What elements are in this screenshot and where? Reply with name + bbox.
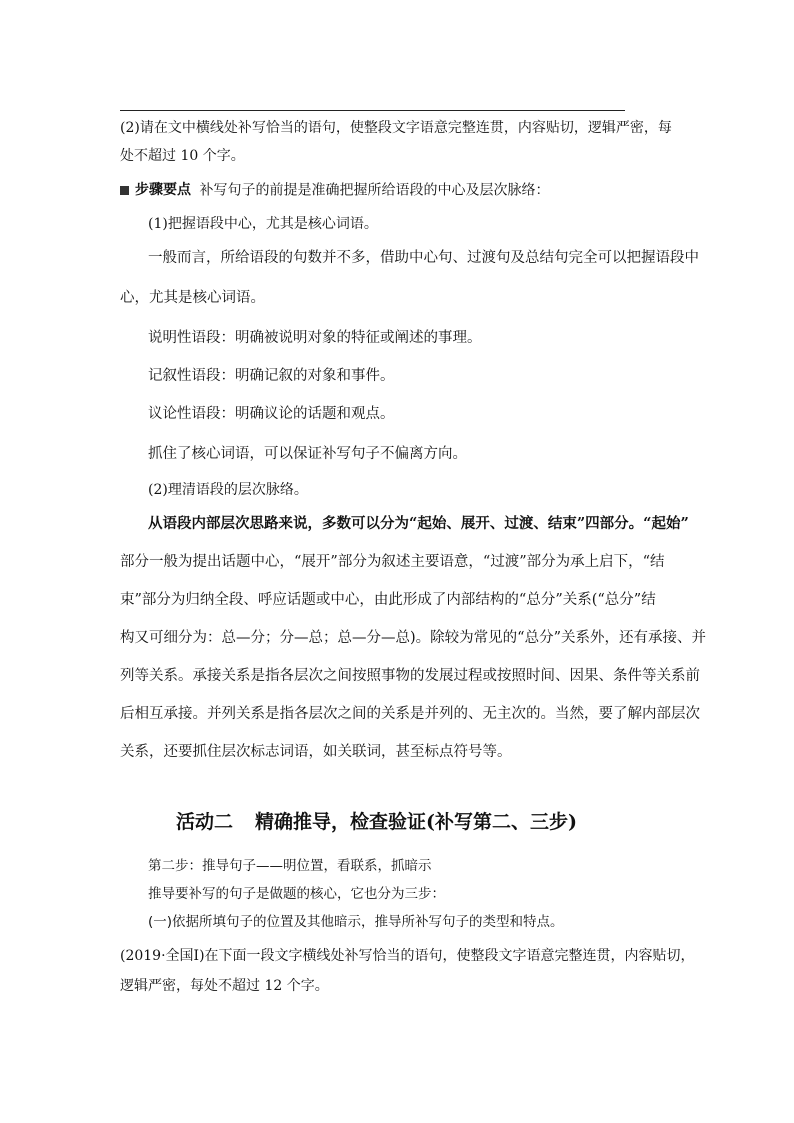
point-2-line-5: 列等关系。承接关系是指各层次之间按照事物的发展过程或按照时间、因果、条件等关系前: [120, 668, 700, 684]
example-line-2: 逻辑严密，每处不超过 12 个字。: [120, 978, 329, 994]
point-2-line-3: 束”部分为归纳全段、呼应话题或中心，由此形成了内部结构的“总分”关系(“总分”结: [120, 592, 656, 608]
top-rule: [120, 110, 625, 111]
point-1-title: (1)把握语段中心，尤其是核心词语。: [148, 216, 378, 232]
steps-tag-label: 步骤要点: [135, 182, 191, 198]
point-2-line-1: 从语段内部层次思路来说，多数可以分为“起始、展开、过渡、结束”四部分。“起始”: [148, 515, 689, 532]
point-2-title: (2)理清语段的层次脉络。: [148, 482, 308, 498]
point-1-para-line-1: 一般而言，所给语段的句数并不多，借助中心句、过渡句及总结句完全可以把握语段中: [148, 250, 699, 266]
activity-2-title: 精确推导，检查验证(补写第二、三步): [255, 811, 577, 833]
question-2-line-1: (2)请在文中横线处补写恰当的语句，使整段文字语意完整连贯，内容贴切，逻辑严密，每: [120, 120, 672, 136]
point-2-line-7: 关系，还要抓住层次标志词语，如关联词，甚至标点符号等。: [120, 744, 512, 760]
example-line-1: (2019·全国Ⅰ)在下面一段文字横线处补写恰当的语句，使整段文字语意完整连贯，内容贴切，: [120, 948, 695, 964]
keyword-summary: 抓住了核心词语，可以保证补写句子不偏离方向。: [148, 446, 467, 462]
activity-2-label: 活动二: [176, 811, 234, 833]
step-2-line-3: (一)依据所填句子的位置及其他暗示，推导所补写句子的类型和特点。: [148, 914, 564, 930]
point-1-para-line-2: 心，尤其是核心词语。: [120, 290, 265, 306]
steps-key-points: [120, 180, 549, 201]
point-2-line-2: 部分一般为提出话题中心，“展开”部分为叙述主要语意，“过渡”部分为承上启下，“结: [120, 554, 665, 570]
square-bullet-icon: [120, 186, 129, 195]
step-2-line-1: 第二步：推导句子——明位置，看联系，抓暗示: [148, 858, 432, 874]
expository-note: 说明性语段：明确被说明对象的特征或阐述的事理。: [148, 330, 482, 346]
point-2-line-6: 后相互承接。并列关系是指各层次之间的关系是并列的、无主次的。当然，要了解内部层次: [120, 706, 700, 722]
steps-tag: [120, 180, 191, 200]
step-2-line-2: 推导要补写的句子是做题的核心，它也分为三步：: [148, 886, 445, 902]
activity-2-heading: [176, 808, 577, 836]
point-2-line-4: 构又可细分为：总—分；分—总；总—分—总)。除较为常见的“总分”关系外，还有承接、并: [120, 630, 706, 646]
question-2-line-2: 处不超过 10 个字。: [120, 148, 245, 164]
narrative-note: 记叙性语段：明确记叙的对象和事件。: [148, 368, 395, 384]
steps-intro: 补写句子的前提是准确把握所给语段的中心及层次脉络：: [199, 182, 550, 199]
argumentative-note: 议论性语段：明确议论的话题和观点。: [148, 406, 395, 422]
